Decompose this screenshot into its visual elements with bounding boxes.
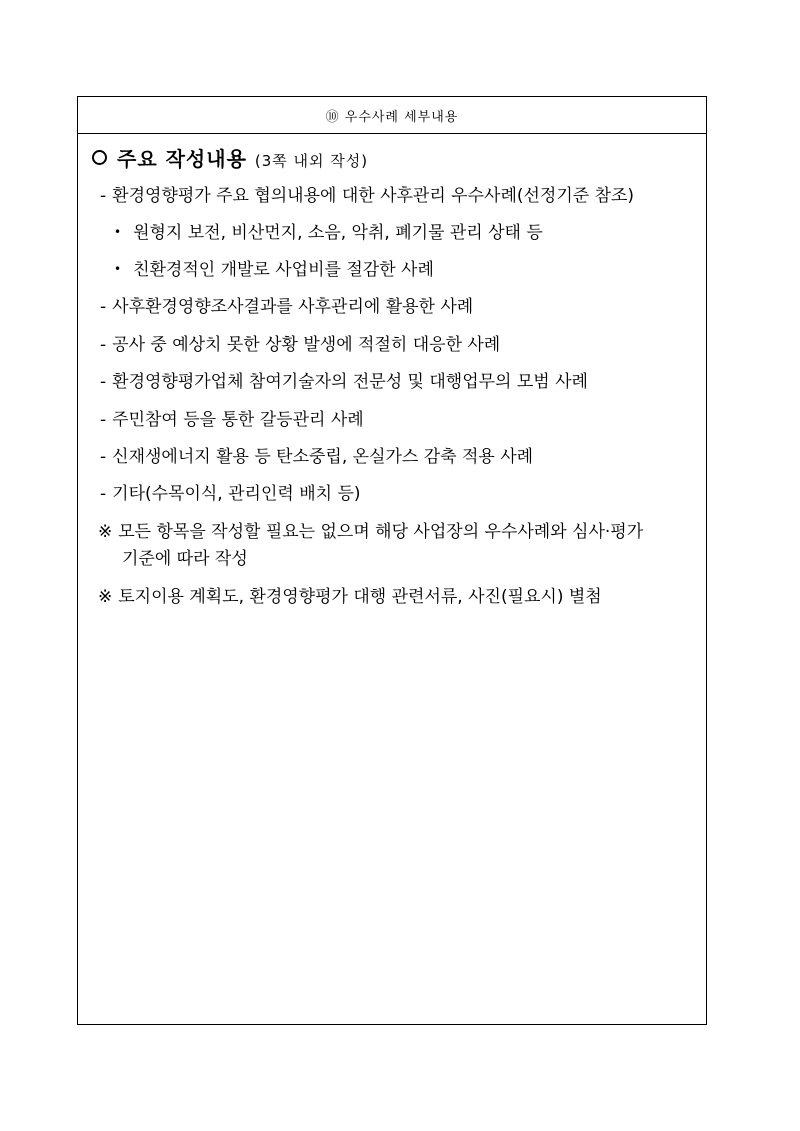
bullet-marker: • — [114, 262, 122, 276]
reference-note — [98, 521, 643, 543]
list-item — [100, 334, 500, 356]
form-box — [77, 96, 707, 1025]
dash-marker: - — [100, 410, 107, 430]
section-title: 주요 작성내용 — [117, 147, 247, 171]
note-text: 토지이용 계획도, 환경영향평가 대행 관련서류, 사진(필요시) 별첨 — [118, 587, 602, 607]
section-note: (3쪽 내외 작성) — [254, 152, 369, 170]
list-item-text: 환경영향평가 주요 협의내용에 대한 사후관리 우수사례(선정기준 참조) — [112, 186, 635, 206]
circle-bullet-icon — [92, 150, 107, 165]
reference-note — [98, 586, 602, 608]
dash-marker: - — [100, 447, 107, 467]
list-item-text: 원형지 보전, 비산먼지, 소음, 악취, 폐기물 관리 상태 등 — [133, 223, 543, 243]
note-text: 모든 항목을 작성할 필요는 없으며 해당 사업장의 우수사례와 심사·평가 — [118, 522, 644, 542]
dash-marker: - — [100, 186, 107, 206]
list-item-text: 기타(수목이식, 관리인력 배치 등) — [112, 484, 361, 504]
reference-mark-icon: ※ — [98, 522, 113, 542]
list-item — [100, 371, 588, 393]
section-heading — [92, 148, 368, 172]
list-item-text: 사후환경영향조사결과를 사후관리에 활용한 사례 — [112, 297, 474, 317]
bullet-marker: • — [114, 225, 122, 239]
list-item-text: 주민참여 등을 통한 갈등관리 사례 — [112, 410, 364, 430]
list-item-text: 친환경적인 개발로 사업비를 절감한 사례 — [133, 260, 434, 280]
list-item — [114, 259, 434, 282]
list-item — [100, 483, 361, 505]
reference-note-continuation: 기준에 따라 작성 — [122, 549, 248, 569]
dash-marker: - — [100, 335, 107, 355]
list-item-text: 환경영향평가업체 참여기술자의 전문성 및 대행업무의 모범 사례 — [112, 372, 588, 392]
header-title: ⑩ 우수사례 세부내용 — [78, 97, 706, 134]
list-item — [100, 185, 634, 207]
dash-marker: - — [100, 372, 107, 392]
list-item — [100, 296, 473, 318]
list-item — [114, 222, 543, 245]
list-item — [100, 446, 533, 468]
dash-marker: - — [100, 297, 107, 317]
list-item — [100, 409, 364, 431]
reference-mark-icon: ※ — [98, 587, 113, 607]
dash-marker: - — [100, 484, 107, 504]
list-item-text: 신재생에너지 활용 등 탄소중립, 온실가스 감축 적용 사례 — [112, 447, 534, 467]
list-item-text: 공사 중 예상치 못한 상황 발생에 적절히 대응한 사례 — [112, 335, 501, 355]
